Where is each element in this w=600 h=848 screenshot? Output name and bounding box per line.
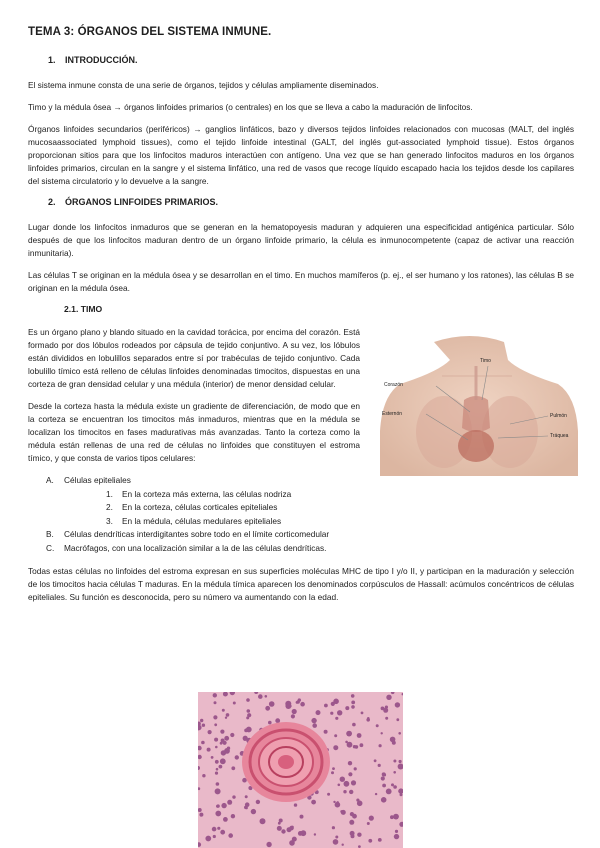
cell-nucleus (220, 730, 224, 734)
cell-nucleus (214, 738, 218, 742)
cell-nucleus (381, 732, 383, 734)
document-page (28, 26, 574, 613)
cell-nucleus (351, 701, 355, 705)
label-timo: Timo (480, 358, 491, 364)
cell-nucleus (335, 836, 338, 839)
cell-nucleus (300, 815, 304, 819)
cell-nucleus (246, 698, 250, 702)
cell-nucleus (400, 793, 403, 796)
cell-nucleus (345, 741, 348, 744)
label-esternon: Esternón (382, 411, 403, 417)
cell-nucleus (251, 809, 256, 814)
cell-nucleus (338, 784, 341, 787)
cell-nucleus (291, 826, 294, 829)
page-title: TEMA 3: ÓRGANOS DEL SISTEMA INMUNE. (28, 26, 272, 38)
cell-nucleus (369, 816, 374, 821)
cell-nucleus (256, 800, 260, 804)
cell-nucleus (344, 781, 350, 787)
cell-nucleus (395, 830, 398, 833)
cell-nucleus (213, 715, 217, 719)
cell-nucleus (330, 712, 333, 715)
micrograph-icon (198, 692, 403, 848)
list-item: 3. En la médula, células medulares epiteliales (106, 515, 282, 526)
section-1-heading: 1. INTRODUCCIÓN. (48, 55, 138, 65)
cell-nucleus (333, 839, 339, 845)
cell-nucleus (348, 761, 352, 765)
cell-nucleus (224, 736, 229, 741)
cell-nucleus (346, 731, 352, 737)
cell-nucleus (378, 838, 382, 842)
cell-nucleus (368, 839, 372, 843)
cell-nucleus (351, 780, 356, 785)
cell-nucleus (396, 718, 399, 721)
cell-nucleus (281, 829, 285, 833)
cell-nucleus (314, 833, 316, 835)
cell-nucleus (266, 842, 271, 847)
cell-nucleus (223, 817, 228, 822)
cell-nucleus (200, 814, 202, 816)
cell-nucleus (230, 733, 234, 737)
cell-nucleus (349, 790, 353, 794)
cell-nucleus (360, 743, 364, 747)
cell-nucleus (337, 710, 342, 715)
cell-nucleus (225, 717, 227, 719)
cell-nucleus (215, 746, 218, 749)
cell-nucleus (222, 709, 225, 712)
cell-nucleus (214, 723, 217, 726)
cell-nucleus (216, 804, 219, 807)
cell-nucleus (333, 699, 339, 705)
list-item: B. Células dendríticas interdigitantes sobre todo en el límite corticomedular (46, 529, 330, 539)
cell-nucleus (349, 820, 354, 825)
cell-nucleus (217, 827, 220, 830)
cell-nucleus (260, 818, 266, 824)
cell-nucleus (374, 759, 377, 762)
cell-nucleus (343, 790, 346, 793)
cell-nucleus (390, 737, 396, 743)
intro-paragraph-3: Órganos linfoides secundarios (periféricos) → ganglios linfáticos, bazo y diversos tejidos linfoides relacionados con mucosas (MALT, del inglés mucosaassociated lymphoid tissues), como el tejido linfoide intestinal (GALT, del inglés gut-associated lymphoid tissue). Estos órganos proporcionan sitios para que los linfocitos maduros interactúen con antígeno. Una vez que se han generado linfocitos maduros en los órganos linfoides primarios, circulan en la sangre y el sistema linfático, una red de vasos que recoge líquido escapado hacia los tejidos desde los capilares del sistema circulatorio y lo devuelve a la sangre. (28, 124, 574, 186)
cell-nucleus (213, 693, 217, 697)
cell-nucleus (357, 801, 363, 807)
cell-nucleus (311, 800, 316, 805)
cell-nucleus (220, 758, 226, 764)
cell-nucleus (324, 704, 328, 708)
cell-nucleus (249, 787, 252, 790)
cell-nucleus (357, 733, 362, 738)
epithelial-sublist (64, 488, 574, 529)
cell-nucleus (391, 783, 394, 786)
cell-nucleus (393, 760, 396, 763)
cell-nucleus (300, 830, 306, 836)
cell-nucleus (352, 723, 356, 727)
cell-nucleus (247, 709, 251, 713)
cell-nucleus (275, 718, 280, 723)
cell-nucleus (291, 714, 295, 718)
cell-nucleus (292, 709, 297, 714)
thymus-paragraph-2: Desde la corteza hasta la médula existe un gradiente de diferenciación, de modo que en la corteza se encuentran los timocitos más inmaduros, mientras que en la médula se localizan los timocitos en fases madurativas más avanzadas. Tanto la corteza como la médula están rellenas de una red de células no linfoides que constituyen el estroma tímico, y que consta de varios tipos celulares: (28, 401, 360, 463)
label-corazon: Corazón (384, 382, 403, 388)
list-item: 2. En la corteza, células corticales epiteliales (106, 502, 278, 512)
cell-nucleus (216, 782, 220, 786)
cell-nucleus (334, 734, 337, 737)
cell-nucleus (333, 801, 335, 803)
cell-nucleus (265, 706, 270, 711)
cell-nucleus (345, 706, 349, 710)
cell-nucleus (215, 788, 221, 794)
hassall-corpuscle-micrograph (198, 692, 403, 848)
cell-nucleus (351, 705, 355, 709)
cell-nucleus (312, 723, 317, 728)
cell-nucleus (205, 836, 211, 842)
cell-nucleus (379, 744, 382, 747)
cell-nucleus (399, 760, 402, 763)
cell-nucleus (378, 764, 381, 767)
cell-nucleus (342, 844, 344, 846)
cell-nucleus (385, 717, 388, 720)
thymus-paragraph-1: Es un órgano plano y blando situado en la cavidad torácica, por encima del corazón. Está formado por dos lóbulos rodeados por cápsula de tejido conjuntivo. A su vez, los lóbulos están divididos en lobulillos separados entre sí por trabéculas de tejido conjuntivo. Cada lobulillo tímico está relleno de células linfoides denominadas timocitos, dispuestas en una corteza de gran densidad celular y una médula (interior) de menor densidad celular. (28, 327, 360, 389)
stroma-cell-list (28, 474, 574, 555)
cell-nucleus (350, 831, 355, 836)
cell-nucleus (393, 771, 396, 774)
cell-nucleus (331, 771, 334, 774)
cell-nucleus (211, 756, 214, 759)
cell-nucleus (208, 730, 212, 734)
cell-nucleus (354, 767, 357, 770)
list-item: A. Células epiteliales 1. En la corteza más externa, las células nodriza 2. En la corteza, células corticales epiteliales 3. En la médula, células medulares epiteliales (28, 474, 574, 528)
cell-nucleus (215, 811, 221, 817)
cell-nucleus (335, 717, 338, 720)
cell-nucleus (232, 795, 235, 798)
cell-nucleus (279, 819, 283, 823)
cell-nucleus (357, 833, 361, 837)
cell-nucleus (231, 766, 235, 770)
section-2-1-heading: 2.1. TIMO (64, 304, 103, 314)
cell-nucleus (394, 834, 399, 839)
cell-nucleus (235, 755, 239, 759)
cell-nucleus (332, 767, 335, 770)
cell-nucleus (219, 765, 223, 769)
cell-nucleus (245, 795, 248, 798)
thymus-anatomy-figure (372, 336, 582, 496)
cell-nucleus (294, 803, 297, 806)
intro-paragraph-1: El sistema inmune consta de una serie de órganos, tejidos y células ampliamente diseminados. (28, 80, 379, 90)
cell-nucleus (212, 827, 217, 832)
cell-nucleus (300, 702, 305, 707)
cell-nucleus (258, 694, 263, 699)
cell-nucleus (277, 826, 282, 831)
cell-nucleus (352, 814, 357, 819)
cell-nucleus (244, 729, 248, 733)
cell-nucleus (214, 701, 217, 704)
cell-nucleus (395, 702, 400, 707)
cell-nucleus (269, 701, 275, 707)
cell-nucleus (376, 724, 379, 727)
cell-nucleus (221, 803, 226, 808)
cell-nucleus (207, 748, 211, 752)
cell-nucleus (381, 776, 385, 780)
primary-organs-paragraph-1: Lugar donde los linfocitos inmaduros que se generan en la hematopoyesis maduran y adquieren una especificidad antigénica particular. Sólo después de que los linfocitos maduran dentro de un órgano linfoide primario, la célula es inmunocompetente (capaz de activar una reacción inmunitaria). (28, 222, 574, 258)
cell-nucleus (216, 768, 219, 771)
cell-nucleus (227, 800, 232, 805)
cell-nucleus (296, 701, 299, 704)
cell-nucleus (227, 747, 230, 750)
cell-nucleus (247, 713, 251, 717)
cell-nucleus (381, 797, 387, 803)
cell-nucleus (341, 810, 346, 815)
thymus-paragraph-3: Todas estas células no linfoides del estroma expresan en sus superficies moléculas MHC de tipo I y/o II, y participan en la maduración y selección de los timocitos hacia células T maduras. En la médula tímica aparecen los denominados corpúsculos de Hassall: acúmulos concéntricos de células epiteliales. Su función es desconocida, pero su número va aumentando con la edad. (28, 566, 574, 602)
cell-nucleus (340, 777, 345, 782)
cell-nucleus (366, 718, 370, 722)
label-pulmon: Pulmón (550, 413, 567, 419)
cell-nucleus (233, 702, 236, 705)
cell-nucleus (351, 694, 355, 698)
cell-nucleus (332, 826, 335, 829)
cell-nucleus (327, 793, 330, 796)
cell-nucleus (265, 695, 268, 698)
cell-nucleus (316, 710, 321, 715)
cell-nucleus (285, 701, 291, 707)
list-item: 1. En la corteza más externa, las células nodriza (106, 488, 292, 499)
cell-nucleus (228, 833, 233, 838)
cell-nucleus (221, 739, 225, 743)
cell-nucleus (393, 785, 397, 789)
cell-nucleus (324, 730, 328, 734)
cell-nucleus (367, 822, 370, 825)
cell-nucleus (200, 719, 203, 722)
cell-nucleus (243, 737, 247, 741)
intro-paragraph-2: Timo y la médula ósea → órganos linfoides primarios (o centrales) en los que se lleva a cabo la maduración de linfocitos. (28, 102, 473, 112)
cell-nucleus (213, 835, 216, 838)
cell-nucleus (335, 802, 341, 808)
cell-nucleus (398, 732, 401, 735)
cell-nucleus (383, 773, 386, 776)
cell-nucleus (383, 708, 388, 713)
cell-nucleus (353, 745, 356, 748)
cell-nucleus (201, 741, 205, 745)
cell-nucleus (333, 745, 338, 750)
cell-nucleus (386, 789, 392, 795)
cell-nucleus (245, 802, 250, 807)
cell-nucleus (386, 695, 391, 700)
section-2-heading: 2. ÓRGANOS LINFOIDES PRIMARIOS. (48, 197, 219, 207)
cell-nucleus (215, 760, 219, 764)
cell-nucleus (231, 814, 235, 818)
cell-nucleus (202, 774, 205, 777)
cell-nucleus (220, 830, 225, 835)
list-item: C. Macrófagos, con una localización similar a la de las células dendríticas. (46, 542, 327, 553)
label-traquea: Tráquea (550, 433, 569, 439)
cell-nucleus (311, 718, 316, 723)
cell-nucleus (287, 827, 292, 832)
cell-nucleus (226, 713, 230, 717)
cell-nucleus (348, 772, 352, 776)
cell-nucleus (361, 712, 364, 715)
cell-nucleus (202, 724, 205, 727)
cell-nucleus (268, 721, 272, 725)
cell-nucleus (292, 837, 297, 842)
primary-organs-paragraph-2: Las células T se originan en la médula ósea y se desarrollan en el timo. En muchos mamíferos (p. ej., el ser humano y los ratones), las células B se originan en la médula ósea. (28, 270, 574, 293)
cell-nucleus (393, 814, 399, 820)
cell-nucleus (382, 784, 386, 788)
cell-nucleus (375, 793, 377, 795)
cell-nucleus (215, 772, 218, 775)
